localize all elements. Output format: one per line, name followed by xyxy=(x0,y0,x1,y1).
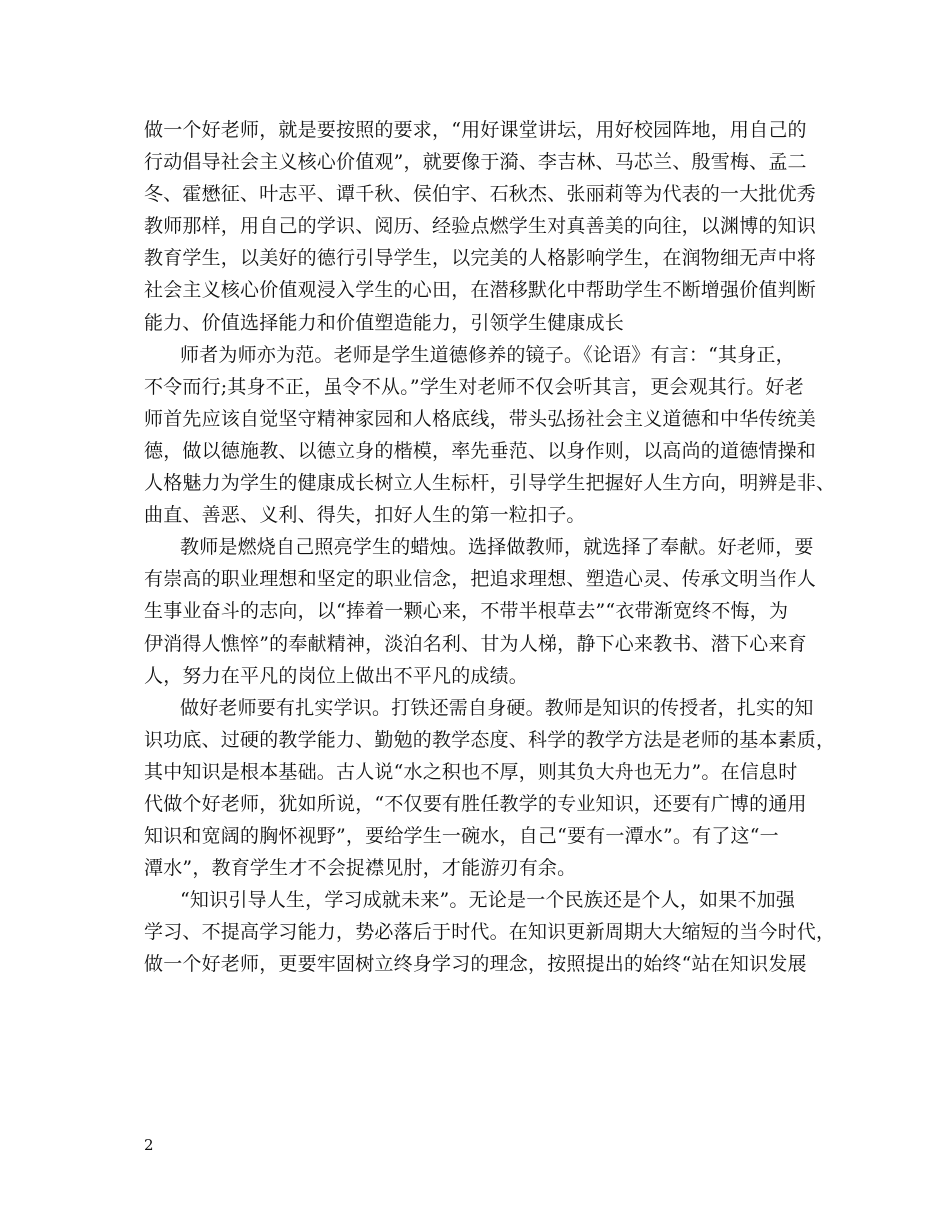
text-line: 生事业奋斗的志向，以“捧着一颗心来，不带半根草去”“衣带渐宽终不悔，为 xyxy=(144,600,789,623)
text-line: 能力、价值选择能力和价值塑造能力，引领学生健康成长 xyxy=(144,311,625,334)
text-line: 识功底、过硬的教学能力、勤勉的教学态度、科学的教学方法是老师的基本素质， xyxy=(144,728,836,751)
text-line: 教育学生，以美好的德行引导学生，以完美的人格影响学生，在润物细无声中将 xyxy=(144,247,817,270)
text-line: 师者为师亦为范。老师是学生道德修养的镜子。《论语》有言：“其身正， xyxy=(180,343,795,366)
text-line: 有崇高的职业理想和坚定的职业信念，把追求理想、塑造心灵、传承文明当作人 xyxy=(144,568,817,591)
page-number: 2 xyxy=(144,1136,154,1154)
text-line: 曲直、善恶、义利、得失，扣好人生的第一粒扣子。 xyxy=(144,504,586,527)
text-line: 教师是燃烧自己照亮学生的蜡烛。选择做教师，就选择了奉献。好老师，要 xyxy=(180,536,814,559)
text-line: 冬、霍懋征、叶志平、谭千秋、侯伯宇、石秋杰、张丽莉等为代表的一大批优秀 xyxy=(144,183,817,206)
text-line: 德，做以德施教、以德立身的楷模，率先垂范、以身作则，以高尚的道德情操和 xyxy=(144,439,817,462)
text-line: 人，努力在平凡的岗位上做出不平凡的成绩。 xyxy=(144,664,529,687)
text-line: 社会主义核心价值观浸入学生的心田，在潜移默化中帮助学生不断增强价值判断 xyxy=(144,279,817,302)
text-line: 教师那样，用自己的学识、阅历、经验点燃学生对真善美的向往，以渊博的知识 xyxy=(144,215,817,238)
text-line: 行动倡导社会主义核心价值观”，就要像于漪、李吉林、马芯兰、殷雪梅、孟二 xyxy=(144,151,807,174)
text-line: 学习、不提高学习能力，势必落后于时代。在知识更新周期大大缩短的当今时代， xyxy=(144,921,836,944)
text-line: 知识和宽阔的胸怀视野”，要给学生一碗水，自己“要有一潭水”。有了这“一 xyxy=(144,825,779,848)
text-line: 人格魅力为学生的健康成长树立人生标杆，引导学生把握好人生方向，明辨是非、 xyxy=(144,472,836,495)
text-line: “知识引导人生，学习成就未来”。无论是一个民族还是个人，如果不加强 xyxy=(180,889,796,912)
text-line: 代做个好老师，犹如所说，“不仅要有胜任教学的专业知识，还要有广博的通用 xyxy=(144,792,807,815)
document-body xyxy=(144,114,836,981)
text-line: 伊消得人憔悴”的奉献精神，淡泊名利、甘为人梯，静下心来教书、潜下心来育 xyxy=(144,632,807,655)
text-line: 不令而行;其身不正，虽令不从。”学生对老师不仅会听其言，更会观其行。好老 xyxy=(144,375,804,398)
text-line: 潭水”，教育学生才不会捉襟见肘，才能游刃有余。 xyxy=(144,857,577,880)
text-line: 做一个好老师，更要牢固树立终身学习的理念，按照提出的始终“站在知识发展 xyxy=(144,953,807,976)
text-line: 做好老师要有扎实学识。打铁还需自身硬。教师是知识的传授者，扎实的知 xyxy=(180,696,814,719)
text-line: 师首先应该自觉坚守精神家园和人格底线，带头弘扬社会主义道德和中华传统美 xyxy=(144,407,817,430)
text-line: 其中知识是根本基础。古人说“水之积也不厚，则其负大舟也无力”。在信息时 xyxy=(144,760,798,783)
text-line: 做一个好老师，就是要按照的要求，“用好课堂讲坛，用好校园阵地，用自己的 xyxy=(144,119,807,141)
